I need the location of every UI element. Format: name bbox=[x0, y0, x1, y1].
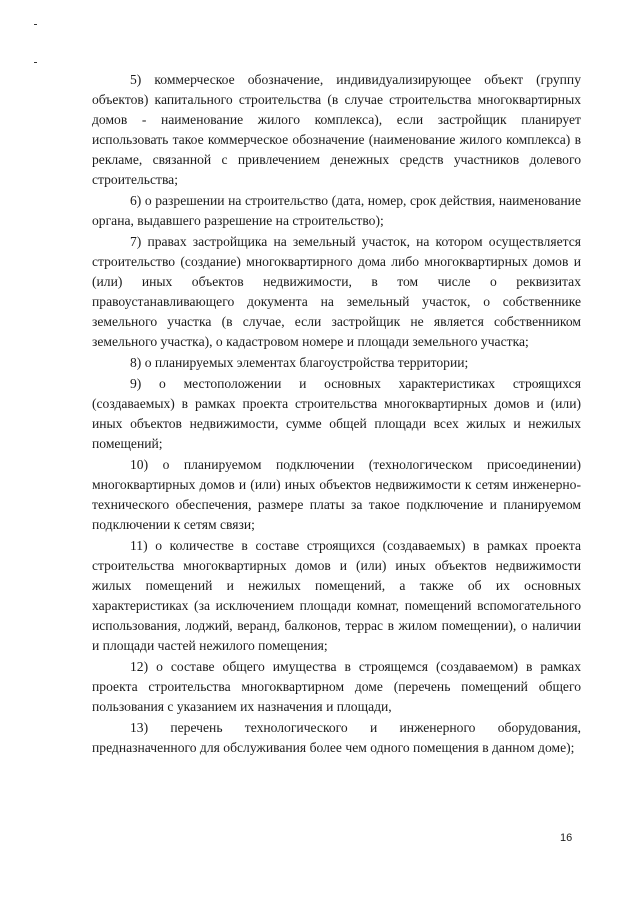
page-number: 16 bbox=[560, 832, 573, 844]
paragraph-item-9: 9) о местоположении и основных характеристиках строящихся (создаваемых) в рамках проекта строительства многоквартирных домов и (или) иных объектов недвижимости, сумме общей площади всех жилых и нежилых помещений; bbox=[92, 376, 581, 451]
paragraph-item-11: 11) о количестве в составе строящихся (создаваемых) в рамках проекта строительства многоквартирных домов и (или) иных объектов недвижимости жилых помещений и нежилых помещений, а также об их основных характеристиках (за исключением площади комнат, помещений вспомогательного использования, лоджий, веранд, балконов, террас в жилом помещении), о наличии и площади частей нежилого помещения; bbox=[92, 538, 581, 653]
document-body bbox=[92, 70, 581, 759]
scan-mark bbox=[34, 24, 37, 25]
paragraph-item-8: 8) о планируемых элементах благоустройства территории; bbox=[130, 354, 469, 370]
paragraph-item-5: 5) коммерческое обозначение, индивидуализирующее объект (группу объектов) капитального строительства (в случае строительства многоквартирных домов - наименование жилого комплекса), если застройщик планирует использовать такое коммерческое обозначение (наименование жилого комплекса) в рекламе, связанной с привлечением денежных средств участников долевого строительства; bbox=[92, 72, 581, 187]
paragraph-item-10: 10) о планируемом подключении (технологическом присоединении) многоквартирных домов и (или) иных объектов недвижимости к сетям инженерно-технического обеспечения, размере платы за такое подключение и планируемом подключении к сетям связи; bbox=[92, 457, 581, 532]
paragraph-item-12: 12) о составе общего имущества в строящемся (создаваемом) в рамках проекта строительства многоквартирном доме (перечень помещений общего пользования с указанием их назначения и площади, bbox=[92, 659, 581, 714]
scan-mark bbox=[34, 62, 37, 63]
paragraph-item-6: 6) о разрешении на строительство (дата, номер, срок действия, наименование органа, выдавшего разрешение на строительство); bbox=[92, 192, 581, 228]
paragraph-item-13: 13) перечень технологического и инженерного оборудования, предназначенного для обслуживания более чем одного помещения в данном доме); bbox=[92, 720, 581, 756]
paragraph-item-7: 7) правах застройщика на земельный участок, на котором осуществляется строительство (создание) многоквартирного дома либо многоквартирных домов и (или) иных объектов недвижимости, в том числе о реквизитах правоустанавливающего документа на земельный участок, о собственнике земельного участка (в случае, если застройщик не является собственником земельного участка), о кадастровом номере и площади земельного участка; bbox=[92, 234, 581, 349]
